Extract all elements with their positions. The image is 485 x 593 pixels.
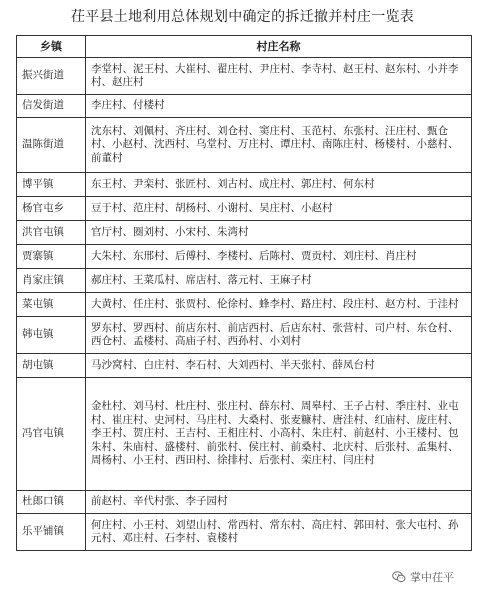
town-cell: 博平镇 [17,173,86,197]
town-cell: 菜屯镇 [17,293,86,317]
wechat-icon [392,570,406,584]
villages-cell: 李堂村、泥王村、大崔村、翟庄村、尹庄村、李寺村、赵王村、赵东村、小并李村、赵庄村 [86,58,472,95]
villages-cell: 豆于村、范庄村、胡杨村、小谢村、吴庄村、小赵村 [86,197,472,221]
villages-cell: 罗东村、罗西村、前店东村、前店西村、后店东村、张营村、司户村、东仓村、西仓村、孟楼村、高庙子村、西孙村、小刘村 [86,317,472,354]
town-cell: 冯官屯镇 [17,378,86,491]
page-title: 茌平县土地利用总体规划中确定的拆迁撤并村庄一览表 [70,9,415,25]
villages-cell: 李庄村、付楼村 [86,95,472,118]
table-row [17,378,472,491]
town-cell: 温陈街道 [17,118,86,173]
table-row [17,514,472,551]
villages-cell: 大朱村、东邢村、后傅村、李楼村、后陈村、贾贡村、刘庄村、肖庄村 [86,245,472,269]
table-row [17,317,472,354]
table-row [17,293,472,317]
villages-cell: 沈东村、刘佩村、齐庄村、刘仓村、窦庄村、玉范村、东张村、汪庄村、甄仓村、小赵村、沈西村、乌堂村、万庄村、谭庄村、南陈庄村、杨楼村、小慈村、前董村 [86,118,472,173]
town-cell: 杜郎口镇 [17,491,86,514]
town-cell: 乐平铺镇 [17,514,86,551]
watermark-text: 掌中茌平 [410,571,454,584]
header-villages: 村庄名称 [86,36,472,58]
town-cell: 韩屯镇 [17,317,86,354]
town-cell: 杨官屯乡 [17,197,86,221]
villages-cell: 前赵村、辛代村张、李子园村 [86,491,472,514]
table-row [17,269,472,293]
villages-cell: 郝庄村、王菜瓜村、席店村、落元村、王麻子村 [86,269,472,293]
watermark [392,569,454,585]
table-row [17,95,472,118]
villages-cell: 金杜村、刘马村、杜庄村、张庄村、薛东村、周皋村、王子占村、季庄村、业屯村、崔庄村、史河村、马庄村、大桑村、张麦糠村、唐洼村、红庙村、庞庄村、李王村、贺庄村、王吉村、王相庄村、小高村、朱庄村、前赵村、小王楼村、包朱村、朱庙村、盛楼村、前张村、侯庄村、前桑村、北庆村、后张村、孟集村、周杨村、小王村、西田村、徐排村、后张村、栾庄村、闫庄村 [86,378,472,491]
town-cell: 肖家庄镇 [17,269,86,293]
villages-cell: 官厅村、圈刘村、小宋村、朱湾村 [86,221,472,245]
table-row [17,221,472,245]
table-header-row [17,36,472,58]
town-cell: 振兴街道 [17,58,86,95]
villages-cell: 东王村、尹栾村、张匠村、刘古村、成庄村、郭庄村、何东村 [86,173,472,197]
town-cell: 信发街道 [17,95,86,118]
table-row [17,491,472,514]
table-row [17,354,472,378]
villages-cell: 大黄村、任庄村、张贾村、伦徐村、蜂李村、路庄村、段庄村、赵方村、于洼村 [86,293,472,317]
village-table [16,35,472,551]
table-row [17,245,472,269]
villages-cell: 何庄村、小王村、刘望山村、常西村、常东村、高庄村、郭田村、张大屯村、孙元村、邓庄村、石李村、袁楼村 [86,514,472,551]
villages-cell: 马沙窝村、白庄村、李石村、大刘西村、半天张村、薛凤台村 [86,354,472,378]
table-row [17,58,472,95]
table-row [17,197,472,221]
town-cell: 洪官屯镇 [17,221,86,245]
table-row [17,118,472,173]
town-cell: 胡屯镇 [17,354,86,378]
town-cell: 贾寨镇 [17,245,86,269]
table-row [17,173,472,197]
header-town: 乡镇 [17,36,86,58]
